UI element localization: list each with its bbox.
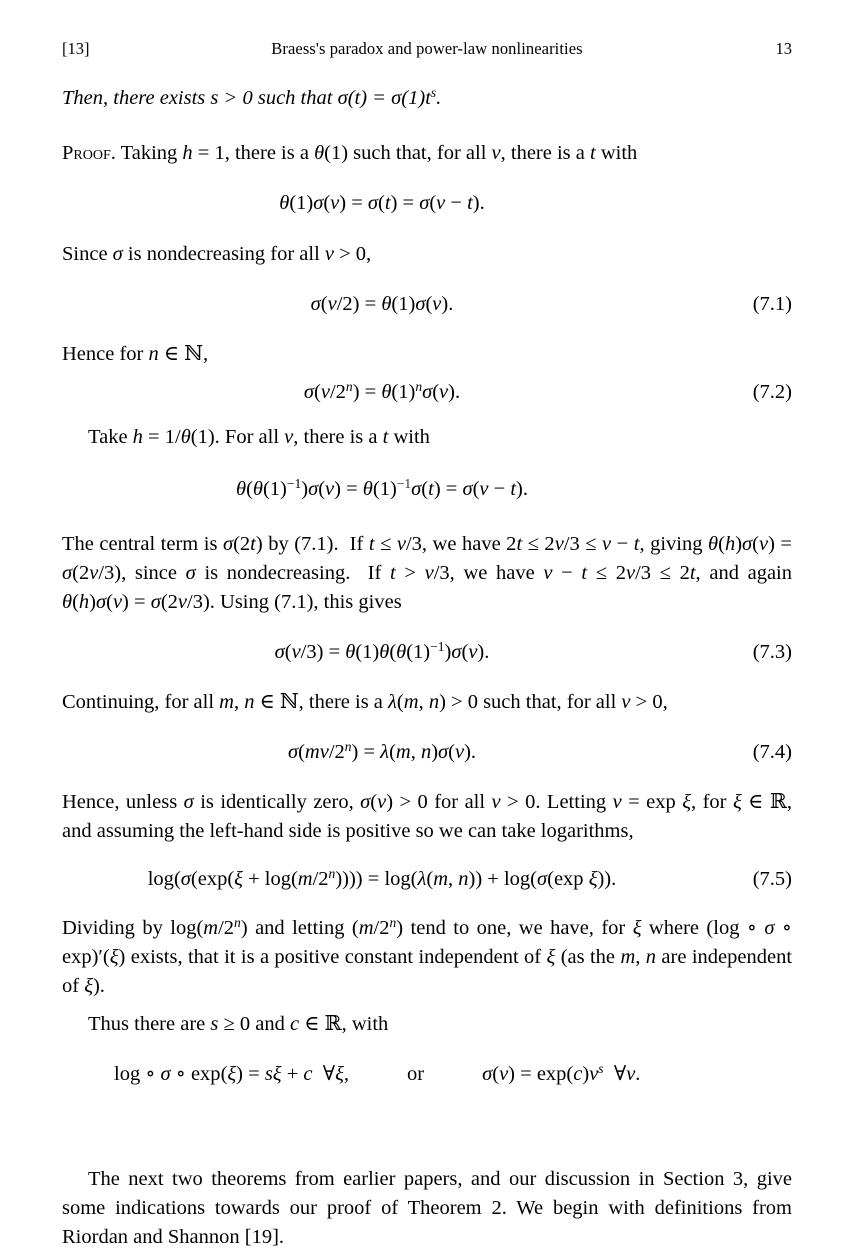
continuing-line: Continuing, for all m, n ∈ ℕ, there is a λ(m, n) > 0 such that, for all v > 0,	[62, 689, 668, 713]
equation-7-4	[62, 737, 792, 767]
since-nondecreasing-line: Since σ is nondecreasing for all v > 0,	[62, 243, 372, 265]
equation-number-7-5: (7.5)	[752, 868, 792, 890]
equation-theta-inverse	[62, 474, 792, 504]
equation-body: σ(v/2) = θ(1)σ(v).	[310, 293, 454, 315]
equation-7-3	[62, 637, 792, 667]
equation-7-2	[62, 377, 792, 407]
equation-body: $\sigma(v/3) = \theta(1)\theta(\theta(1)^{-1})\sigma(v)$.	[274, 638, 490, 663]
equation-body: $\sigma(v/2^n) = \theta(1)^n\sigma(v)$.	[303, 378, 461, 403]
take-h-line: Take h = 1/θ(1). For all v, there is a t with	[88, 426, 430, 448]
dividing-paragraph: Dividing by log(m/2$^n$) and letting (m/2$^n$) tend to one, we have, for ξ where (log ∘ σ ∘ exp)′(ξ) exists, that it is a positive constant independent of ξ (as the m, n are independent of ξ).	[62, 914, 793, 997]
equation-number-7-4: (7.4)	[752, 741, 792, 763]
equation-connector-or: or	[407, 1063, 425, 1085]
hence-unless-paragraph: Hence, unless σ is identically zero, σ(v) > 0 for all v > 0. Letting v = exp ξ, for ξ ∈ ℝ, and assuming the left-hand side is positive so we can take logarithms,	[62, 789, 792, 842]
equation-number-7-1: (7.1)	[752, 293, 792, 315]
thus-there-are-line: Thus there are s ≥ 0 and c ∈ ℝ, with	[88, 1011, 389, 1035]
running-head	[62, 36, 792, 62]
theorem-statement-tail: Then, there exists s > 0 such that $\sigma(t) = \sigma(1)t^s$.	[62, 84, 442, 109]
page-content	[62, 0, 792, 1252]
equation-body: log ∘ σ ∘ exp(ξ) = sξ + c ∀ξ, or $\sigma(v) = \exp(c)v^s$ ∀v.	[114, 1060, 641, 1085]
equation-final	[62, 1059, 792, 1089]
running-head-title: Braess's paradox and power-law nonlinearities	[271, 39, 583, 58]
equation-body: $\theta(\theta(1)^{-1})\sigma(v) = \theta(1)^{-1}\sigma(t) = \sigma(v - t)$.	[235, 475, 528, 500]
proof-label: Proof.	[62, 142, 116, 164]
equation-number-7-3: (7.3)	[752, 641, 792, 663]
equation-body: θ(1)σ(v) = σ(t) = σ(v − t).	[279, 192, 485, 214]
running-head-left-mark: [13]	[62, 39, 90, 58]
page-number: 13	[775, 39, 792, 58]
equation-number-7-2: (7.2)	[752, 381, 792, 403]
proof-opening-paragraph: Proof. Taking h = 1, there is a θ(1) such that, for all v, there is a t with	[62, 142, 638, 164]
equation-body: $\log(\sigma(\exp(\xi + \log(m/2^n)))) = \log(\lambda(m$, n)) + log(σ(exp ξ)).	[147, 865, 617, 890]
equation-7-1	[62, 289, 792, 319]
hence-for-n-line: Hence for n ∈ ℕ,	[62, 341, 209, 365]
closing-paragraph: The next two theorems from earlier papers, and our discussion in Section 3, give some indications towards our proof of Theorem 2. We begin with definitions from Riordan and Shannon [19].	[62, 1168, 792, 1248]
equation-7-5	[62, 864, 792, 894]
equation-theta-sigma	[62, 188, 792, 218]
central-term-paragraph: The central term is σ(2t) by (7.1). If t ≤ v/3, we have 2t ≤ 2v/3 ≤ v − t, giving θ(h)σ(v) = σ(2v/3), since σ is nondecreasing. If t > v/3, we have v − t ≤ 2v/3 ≤ 2t, and again θ(h)σ(v) = σ(2v/3). Using (7.1), this gives	[62, 533, 792, 613]
equation-body: $\sigma(mv/2^n) = \lambda(m$, n)σ(v).	[287, 738, 477, 763]
